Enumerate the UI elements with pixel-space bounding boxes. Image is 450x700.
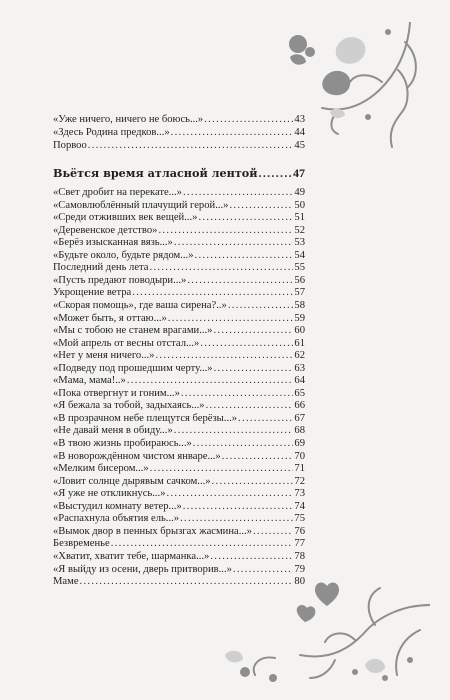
toc-page-number: 52 xyxy=(294,224,305,236)
toc-page-number: 60 xyxy=(294,325,305,337)
toc-page-number: 61 xyxy=(294,337,305,349)
toc-page-number: 62 xyxy=(294,350,305,362)
dot-leader xyxy=(167,488,294,500)
dot-leader xyxy=(195,250,294,262)
dot-leader xyxy=(174,237,294,249)
toc-entry xyxy=(53,363,305,375)
toc-entry xyxy=(53,463,305,475)
toc-entry xyxy=(53,375,305,387)
toc-entry xyxy=(53,287,305,299)
dot-leader xyxy=(198,212,293,224)
dot-leader xyxy=(253,526,293,538)
toc-page-number: 54 xyxy=(294,249,305,261)
dot-leader xyxy=(193,438,294,450)
dot-leader xyxy=(168,313,294,325)
dot-leader xyxy=(171,127,294,139)
toc-page-number: 75 xyxy=(294,513,305,525)
toc-entry xyxy=(53,551,305,563)
dot-leader xyxy=(214,363,294,375)
toc-entry xyxy=(53,114,305,126)
toc-page-number: 53 xyxy=(294,237,305,249)
toc-page-number: 51 xyxy=(294,212,305,224)
toc-page-number: 80 xyxy=(294,576,305,588)
toc-entry xyxy=(53,501,305,513)
toc-entry-title: «Мама, мама!..» xyxy=(53,375,126,387)
toc-page-number: 47 xyxy=(293,166,305,180)
toc-entry xyxy=(53,564,305,576)
toc-page-number: 67 xyxy=(294,412,305,424)
dot-leader xyxy=(181,388,294,400)
dot-leader xyxy=(150,262,294,274)
toc-entry-title: «Ловит солнце дырявым сачком...» xyxy=(53,475,211,487)
toc-page-number: 59 xyxy=(294,312,305,324)
toc-entry xyxy=(53,425,305,437)
toc-entry-title: «Выстудил комнату ветер...» xyxy=(53,500,182,512)
toc-page-number: 73 xyxy=(294,488,305,500)
dot-leader xyxy=(127,375,294,387)
dot-leader xyxy=(212,476,294,488)
toc-entry-title: «Мой апрель от весны отстал...» xyxy=(53,337,200,349)
toc-entry xyxy=(53,350,305,362)
toc-entry-title: «Распахнула объятия ель...» xyxy=(53,513,180,525)
dot-leader xyxy=(210,551,293,563)
dot-leader xyxy=(229,200,293,212)
toc-page-number: 77 xyxy=(294,538,305,550)
toc-page-number: 49 xyxy=(294,187,305,198)
toc-page-number: 43 xyxy=(294,114,305,125)
toc-entry xyxy=(53,237,305,249)
toc-page-number: 69 xyxy=(294,438,305,449)
toc-entry xyxy=(53,225,305,237)
dot-leader xyxy=(183,187,293,199)
toc-entry-title: «Скорая помощь», где ваша сирена?..» xyxy=(53,299,227,311)
toc-entry-title: «В твою жизнь пробираюсь...» xyxy=(53,438,192,449)
toc-entry-title: Порвоо xyxy=(53,140,87,151)
toc-entry-title: «Пусть предают поводыри...» xyxy=(53,274,187,286)
toc-entry-title: «Не давай меня в обиду...» xyxy=(53,425,173,437)
toc-entry-title: Последний день лета xyxy=(53,262,149,274)
toc-entry xyxy=(53,300,305,312)
toc-entry xyxy=(53,438,305,450)
toc-entry-title: «Может быть, я оттаю...» xyxy=(53,312,167,324)
toc-entry-title: «Я выйду из осени, дверь притворив...» xyxy=(53,563,232,575)
toc-entry xyxy=(53,388,305,400)
toc-page-number: 45 xyxy=(294,140,305,151)
toc-entry-title: «В прозрачном небе плещутся берёзы...» xyxy=(53,412,238,424)
toc-entry xyxy=(53,413,305,425)
toc-entry xyxy=(53,313,305,325)
dot-leader xyxy=(155,350,293,362)
toc-entry-title: «Мелким бисером...» xyxy=(53,463,149,475)
toc-page-number: 55 xyxy=(294,262,305,274)
toc-entry-title: «Берёз изысканная вязь...» xyxy=(53,237,173,249)
dot-leader xyxy=(228,300,294,312)
dot-leader xyxy=(158,225,293,237)
toc-page-number: 56 xyxy=(294,274,305,286)
toc-page-number: 63 xyxy=(294,362,305,374)
dot-leader xyxy=(187,275,293,287)
toc-entry-title: «Мы с тобою не станем врагами...» xyxy=(53,325,213,337)
toc-page-number: 70 xyxy=(294,450,305,462)
dot-leader xyxy=(183,501,294,513)
toc-entry xyxy=(53,476,305,488)
toc-entry xyxy=(53,140,305,152)
toc-entry xyxy=(53,325,305,337)
toc-page-number: 44 xyxy=(294,127,305,138)
toc-entry xyxy=(53,200,305,212)
toc-page-number: 68 xyxy=(294,425,305,437)
toc-entry-title: «Будьте около, будьте рядом...» xyxy=(53,249,194,261)
toc-entry-title: «Деревенское детство» xyxy=(53,224,158,236)
toc-entry xyxy=(53,451,305,463)
toc-section-heading xyxy=(53,167,305,179)
dot-leader xyxy=(180,513,293,525)
toc-entry xyxy=(53,513,305,525)
toc-entry-title: «Я уже не откликнусь...» xyxy=(53,488,166,500)
toc-page-number: 72 xyxy=(294,475,305,487)
dot-leader xyxy=(150,463,294,475)
toc-entry-title: «Нет у меня ничего...» xyxy=(53,350,155,362)
toc-page-number: 57 xyxy=(294,287,305,299)
dot-leader xyxy=(222,451,294,463)
toc-page-number: 65 xyxy=(294,387,305,399)
toc-entry xyxy=(53,338,305,350)
dot-leader xyxy=(174,425,294,437)
toc-page-number: 58 xyxy=(294,299,305,311)
dot-leader xyxy=(233,564,294,576)
toc-entry xyxy=(53,275,305,287)
toc-entry-title: «Здесь Родина предков...» xyxy=(53,127,170,138)
toc-entry xyxy=(53,212,305,224)
dot-leader xyxy=(200,338,293,350)
toc-entry-title: «Пока отвергнут и гоним...» xyxy=(53,387,180,399)
toc-entry-title: «Я бежала за тобой, задыхаясь...» xyxy=(53,400,205,412)
toc-entry-title: Маме xyxy=(53,576,79,588)
toc-entry xyxy=(53,576,305,588)
dot-leader xyxy=(238,413,293,425)
dot-leader xyxy=(80,576,294,588)
toc-page-number: 74 xyxy=(294,500,305,512)
toc-page-number: 50 xyxy=(294,199,305,211)
toc-entry xyxy=(53,488,305,500)
toc-entry xyxy=(53,526,305,538)
toc-entry xyxy=(53,127,305,139)
dot-leader xyxy=(206,400,294,412)
toc-entry-title: «Вымок двор в пенных брызгах жасмина...» xyxy=(53,525,252,537)
dot-leader xyxy=(213,325,293,337)
toc-entry-title: «Среди отживших век вещей...» xyxy=(53,212,198,224)
toc-page-number: 78 xyxy=(294,550,305,562)
toc-page-number: 64 xyxy=(294,375,305,387)
toc-entry-title: «Самовлюблённый плачущий герой...» xyxy=(53,199,229,211)
dot-leader xyxy=(88,140,294,152)
toc-entry xyxy=(53,262,305,274)
toc-page-number: 66 xyxy=(294,400,305,412)
toc-page-number: 71 xyxy=(294,463,305,475)
toc-page-number: 79 xyxy=(294,563,305,575)
toc-entry-title: «В новорождённом чистом январе...» xyxy=(53,450,221,462)
toc-entry-title: Укрощение ветра xyxy=(53,287,132,299)
toc-entry-title: «Уже ничего, ничего не боюсь...» xyxy=(53,114,204,125)
toc-entry xyxy=(53,538,305,550)
toc-entry xyxy=(53,400,305,412)
dot-leader xyxy=(132,287,293,299)
toc-entry-title: «Подведу под прошедшим черту...» xyxy=(53,362,213,374)
toc-entry-title: Вьётся время атласной лентой xyxy=(53,166,258,180)
dot-leader xyxy=(111,538,294,550)
toc-entry-title: «Хватит, хватит тебе, шарманка...» xyxy=(53,550,210,562)
toc-entry xyxy=(53,187,305,199)
dot-leader xyxy=(259,167,292,179)
toc-entry xyxy=(53,250,305,262)
toc-entry-title: «Свет дробит на перекате...» xyxy=(53,187,182,198)
dot-leader xyxy=(204,114,293,126)
toc-page-number: 76 xyxy=(294,525,305,537)
toc-entry-title: Безвременье xyxy=(53,538,110,550)
